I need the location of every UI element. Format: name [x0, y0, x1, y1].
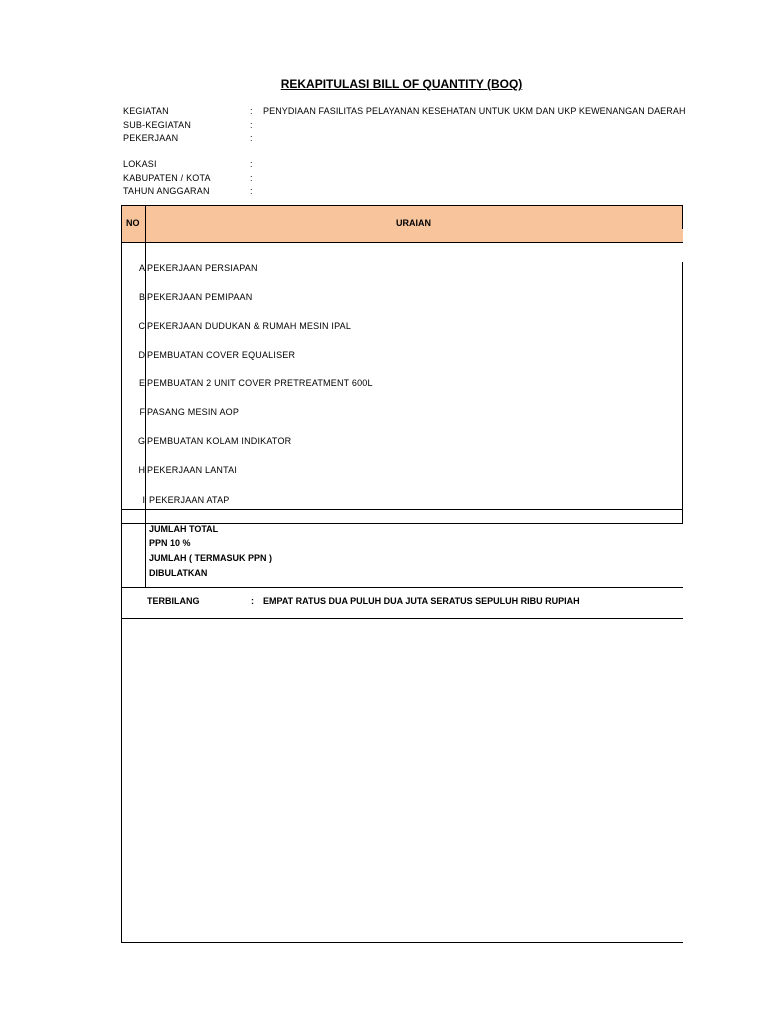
row-uraian: PEMBUATAN COVER EQUALISER — [147, 350, 296, 360]
terbilang-label: TERBILANG — [147, 596, 200, 606]
info-label-tahun-anggaran: TAHUN ANGGARAN — [123, 186, 210, 196]
row-no: H — [138, 465, 145, 475]
header-no: NO — [126, 218, 140, 228]
terbilang-bottom-border — [121, 618, 683, 619]
row-uraian: PEKERJAAN PERSIAPAN — [147, 263, 258, 273]
row-no: A — [138, 263, 145, 273]
info-colon: : — [250, 106, 253, 116]
row-uraian: PEMBUATAN 2 UNIT COVER PRETREATMENT 600L — [147, 378, 373, 388]
header-bottom-border — [121, 242, 683, 243]
table-bottom-border — [121, 942, 683, 943]
rows-right-border — [682, 262, 683, 524]
row-no: B — [138, 292, 145, 302]
row-uraian: PASANG MESIN AOP — [147, 407, 240, 417]
no-column-divider — [145, 205, 146, 587]
info-colon: : — [250, 186, 253, 196]
header-right-border — [682, 205, 683, 229]
row-no: G — [137, 436, 145, 446]
table-top-border — [121, 205, 683, 206]
rows-bottom-border — [121, 509, 683, 510]
info-label-lokasi: LOKASI — [123, 159, 157, 169]
info-label-pekerjaan: PEKERJAAN — [123, 133, 179, 143]
info-label-kabupaten: KABUPATEN / KOTA — [123, 173, 211, 183]
info-label-kegiatan: KEGIATAN — [123, 106, 169, 116]
row-no: C — [138, 321, 145, 331]
row-no: E — [138, 378, 145, 388]
row-no: D — [138, 350, 145, 360]
info-colon: : — [250, 159, 253, 169]
info-colon: : — [250, 133, 253, 143]
info-value-kegiatan: PENYDIAAN FASILITAS PELAYANAN KESEHATAN UNTUK UKM DAN UKP KEWENANGAN DAERAH — [263, 106, 686, 116]
row-uraian: PEKERJAAN ATAP — [149, 495, 230, 505]
row-uraian: PEKERJAAN DUDUKAN & RUMAH MESIN IPAL — [147, 321, 352, 331]
document-title: REKAPITULASI BILL OF QUANTITY (BOQ) — [280, 77, 523, 91]
info-label-sub-kegiatan: SUB-KEGIATAN — [123, 120, 192, 130]
terbilang-value: EMPAT RATUS DUA PULUH DUA JUTA SERATUS SEPULUH RIBU RUPIAH — [263, 596, 580, 606]
summary-jumlah-termasuk-ppn: JUMLAH ( TERMASUK PPN ) — [149, 553, 272, 563]
info-colon: : — [250, 120, 253, 130]
summary-jumlah-total: JUMLAH TOTAL — [149, 524, 219, 534]
row-no: I — [142, 495, 145, 505]
row-uraian: PEMBUATAN KOLAM INDIKATOR — [147, 436, 292, 446]
summary-dibulatkan: DIBULATKAN — [149, 568, 208, 578]
row-no: F — [139, 407, 145, 417]
row-uraian: PEKERJAAN LANTAI — [147, 465, 238, 475]
terbilang-colon: : — [251, 596, 254, 606]
summary-bottom-border — [121, 587, 683, 588]
info-colon: : — [250, 173, 253, 183]
table-left-border — [121, 205, 122, 943]
header-uraian: URAIAN — [396, 218, 431, 228]
summary-ppn: PPN 10 % — [149, 538, 191, 548]
row-uraian: PEKERJAAN PEMIPAAN — [147, 292, 253, 302]
